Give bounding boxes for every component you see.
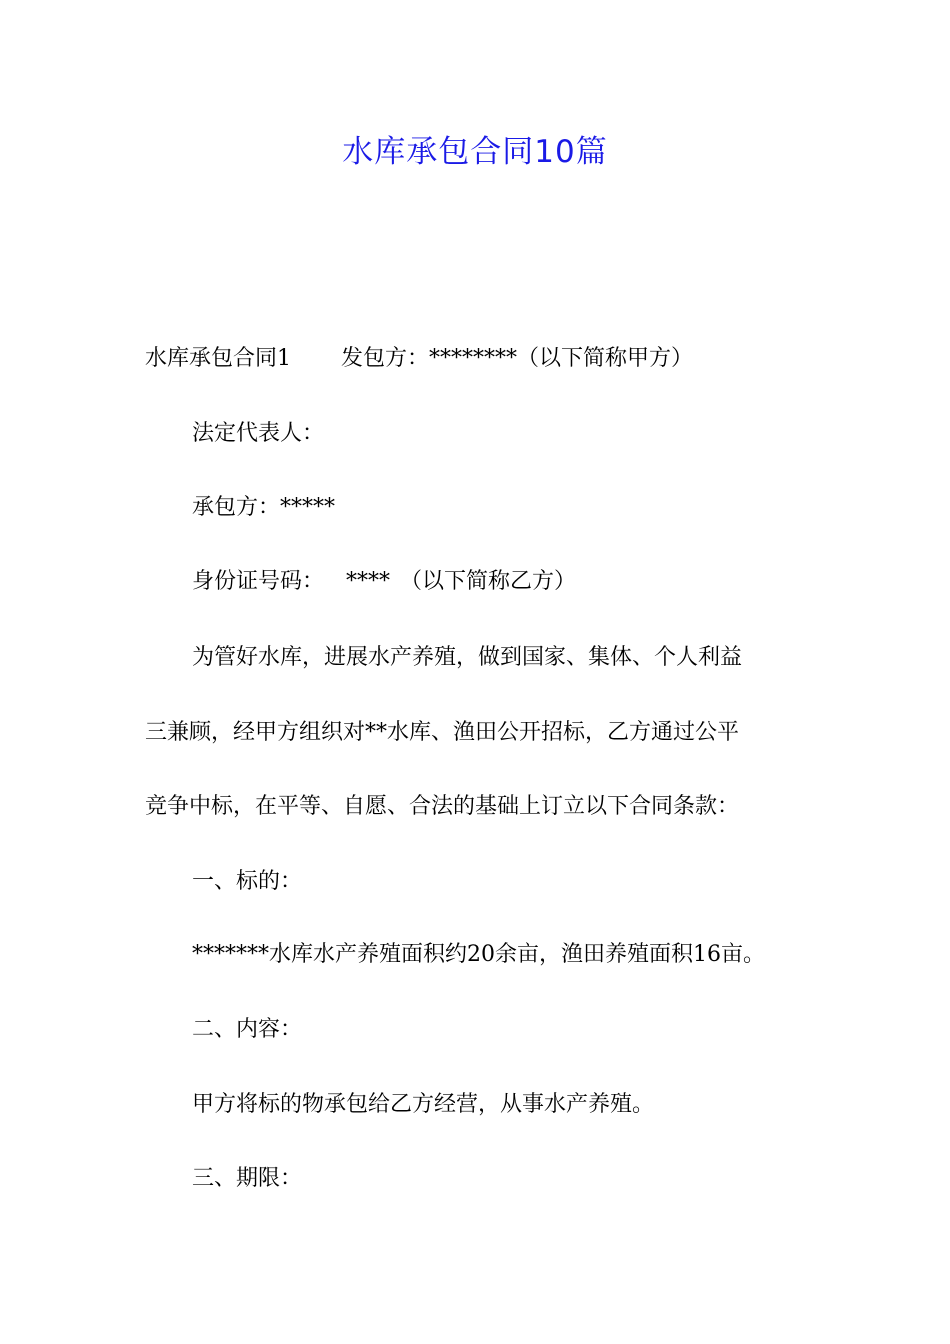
contractor-line: 承包方：***** [192,495,336,520]
paragraph-1-line-1: 为管好水库，进展水产养殖，做到国家、集体、个人利益 [192,645,743,670]
section-1-body: *******水库水产养殖面积约20余亩，渔田养殖面积16亩。 [192,942,765,967]
contract-heading-line [145,343,693,375]
legal-representative-line: 法定代表人： [192,421,325,446]
id-number-note: （以下简称乙方） [400,569,577,594]
paragraph-1-line-2: 三兼顾，经甲方组织对**水库、渔田公开招标，乙方通过公平 [145,720,740,745]
id-number-label: 身份证号码： [192,569,325,594]
contract-heading-label: 水库承包合同1 [145,346,291,371]
employer-line: 发包方：********（以下简称甲方） [341,346,694,371]
section-3-heading: 三、期限： [192,1166,303,1191]
paragraph-1-line-3: 竞争中标，在平等、自愿、合法的基础上订立以下合同条款： [145,794,740,819]
section-1-heading: 一、标的： [192,869,303,894]
id-number-value: **** [346,569,391,594]
id-number-line [192,566,576,598]
section-2-body: 甲方将标的物承包给乙方经营，从事水产养殖。 [192,1092,655,1117]
section-2-heading: 二、内容： [192,1017,303,1042]
document-title: 水库承包合同10篇 [342,134,608,170]
